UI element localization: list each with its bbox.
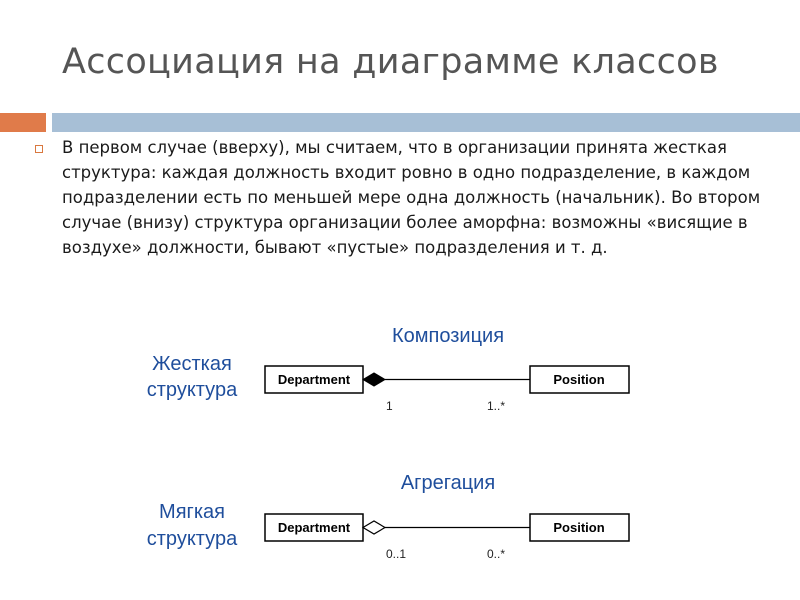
rigid-label-line1: Жесткая [152, 353, 232, 375]
aggregation-title: Агрегация [400, 472, 496, 494]
department-label-bottom: Department [277, 520, 351, 535]
composition-right-multiplicity: 1..* [487, 399, 506, 413]
soft-label-line2: структура [146, 528, 238, 550]
slide-title: Ассоциация на диаграмме классов [62, 42, 719, 82]
department-label-top: Department [277, 372, 351, 387]
rigid-label-line2: структура [146, 379, 238, 401]
aggregation-right-multiplicity: 0..* [487, 547, 506, 561]
body-paragraph: В первом случае (вверху), мы считаем, что в организации принята жесткая структура: каждая должность входит ровно в одно подразделение, в каждом подразделении есть по меньшей мере одна должность (начальник). Во втором случае (внизу) структура организации более аморфна: возможны «висящие в воздухе» должности, бывают «пустые» подразделения и т. д. [62, 138, 761, 257]
aggregation-left-multiplicity: 0..1 [386, 547, 407, 561]
composition-title: Композиция [391, 325, 505, 347]
filled-diamond-icon [363, 373, 385, 386]
hollow-diamond-icon [363, 521, 385, 534]
soft-label-line1: Мягкая [159, 501, 225, 523]
position-label-bottom: Position [553, 520, 605, 535]
position-label-top: Position [553, 372, 605, 387]
composition-left-multiplicity: 1 [386, 399, 393, 413]
